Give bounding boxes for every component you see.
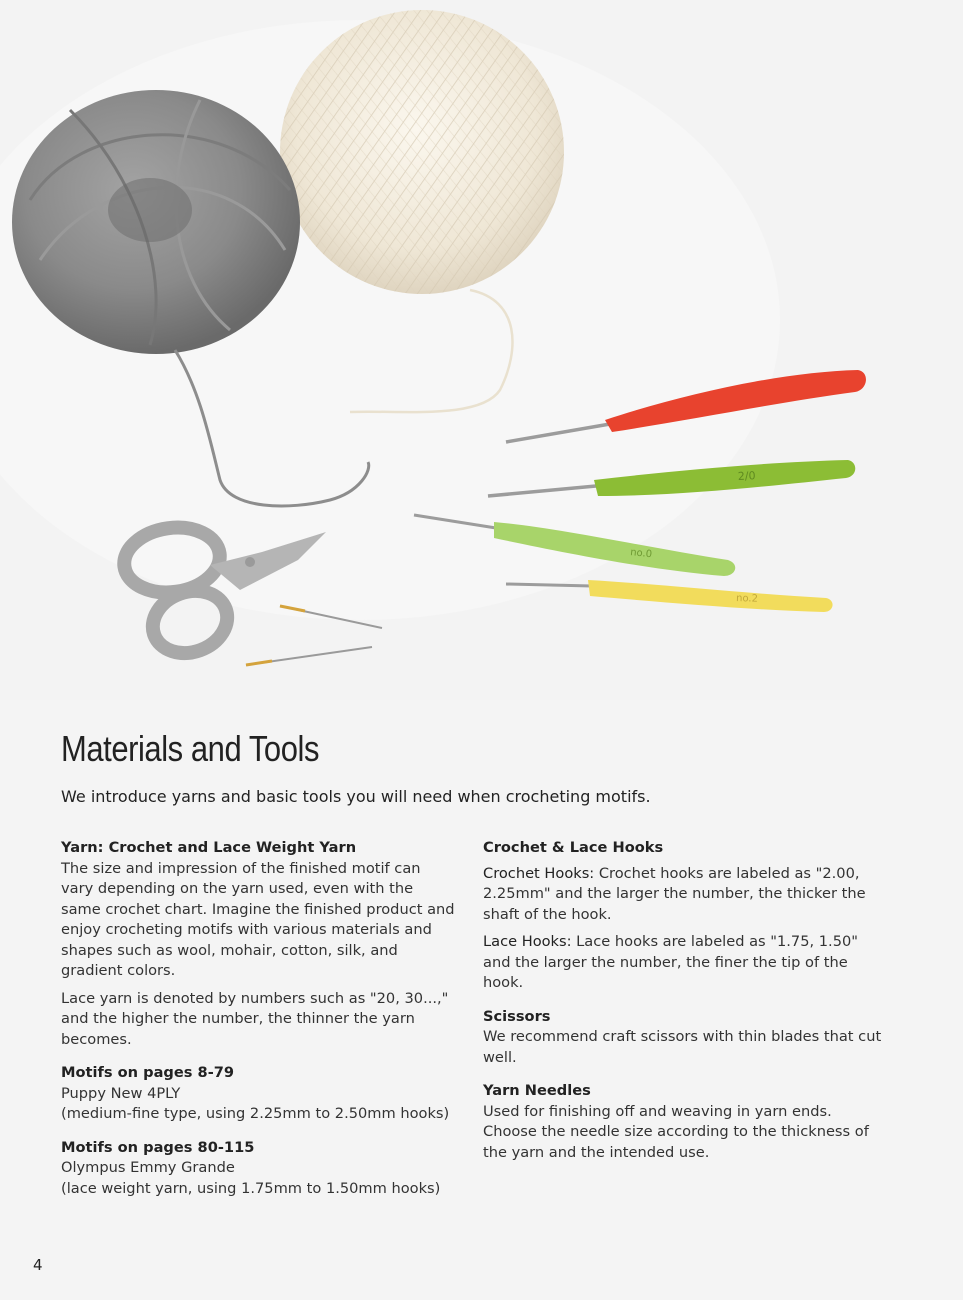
yarn-paragraph-2: Lace yarn is denoted by numbers such as "20, 30...," and the higher the number, the thinner the yarn becomes. [61, 989, 449, 1048]
scissors-text: We recommend craft scissors with thin blades that cut well. [483, 1028, 882, 1066]
crochet-hooks-label: Crochet Hooks: [483, 864, 595, 882]
lace-hooks-label: Lace Hooks: [483, 933, 572, 950]
scissors-heading: Scissors [483, 1007, 551, 1025]
yarn-paragraph-1: The size and impression of the finished motif can vary depending on the yarn used, even with the same crochet chart. Imagine the finished product and enjoy crocheting motifs with various materials and shapes such as wool, mohair, cotton, silk, and gradient colors. [61, 859, 455, 979]
right-column [483, 838, 883, 1176]
hooks-section [483, 838, 883, 994]
page-number: 4 [33, 1256, 43, 1274]
page-intro: We introduce yarns and basic tools you will need when crocheting motifs. [61, 787, 651, 806]
hooks-heading: Crochet & Lace Hooks [483, 839, 664, 856]
motifs-heading-2: Motifs on pages 80-115 [61, 1138, 255, 1156]
needles-section [483, 1081, 883, 1163]
page-title: Materials and Tools [61, 728, 319, 769]
hook-label-yellow: no.2 [735, 593, 759, 605]
lace-hooks-paragraph [483, 932, 883, 994]
motifs-section-2 [61, 1138, 456, 1200]
scissors-section [483, 1007, 883, 1069]
lace-hooks-text: Lace hooks are labeled as "1.75, 1.50" and the larger the number, the finer the tip of the hook. [483, 933, 858, 991]
hook-label-green: 2/0 [737, 469, 756, 483]
needles-heading: Yarn Needles [483, 1082, 591, 1099]
crochet-hooks-paragraph [483, 864, 883, 926]
motifs-section-1 [61, 1063, 456, 1125]
yarn-section [61, 838, 456, 1050]
left-column [61, 838, 456, 1212]
motifs-yarn-name-2: Olympus Emmy Grande [61, 1159, 235, 1176]
crochet-hooks-text: Crochet hooks are labeled as "2.00, 2.25mm" and the larger the number, the thicker the shaft of the hook. [483, 864, 866, 923]
motifs-heading-1: Motifs on pages 8-79 [61, 1064, 235, 1081]
yarn-heading: Yarn: Crochet and Lace Weight Yarn [61, 839, 357, 856]
motifs-yarn-name-1: Puppy New 4PLY [61, 1084, 181, 1102]
motifs-yarn-detail-1: (medium-fine type, using 2.25mm to 2.50mm hooks) [61, 1105, 450, 1122]
hook-label-lightgreen: no.0 [629, 547, 653, 561]
motifs-yarn-detail-2: (lace weight yarn, using 1.75mm to 1.50mm hooks) [61, 1179, 441, 1197]
needles-text: Used for finishing off and weaving in yarn ends. Choose the needle size according to the thickness of the yarn and the intended use. [483, 1102, 869, 1161]
